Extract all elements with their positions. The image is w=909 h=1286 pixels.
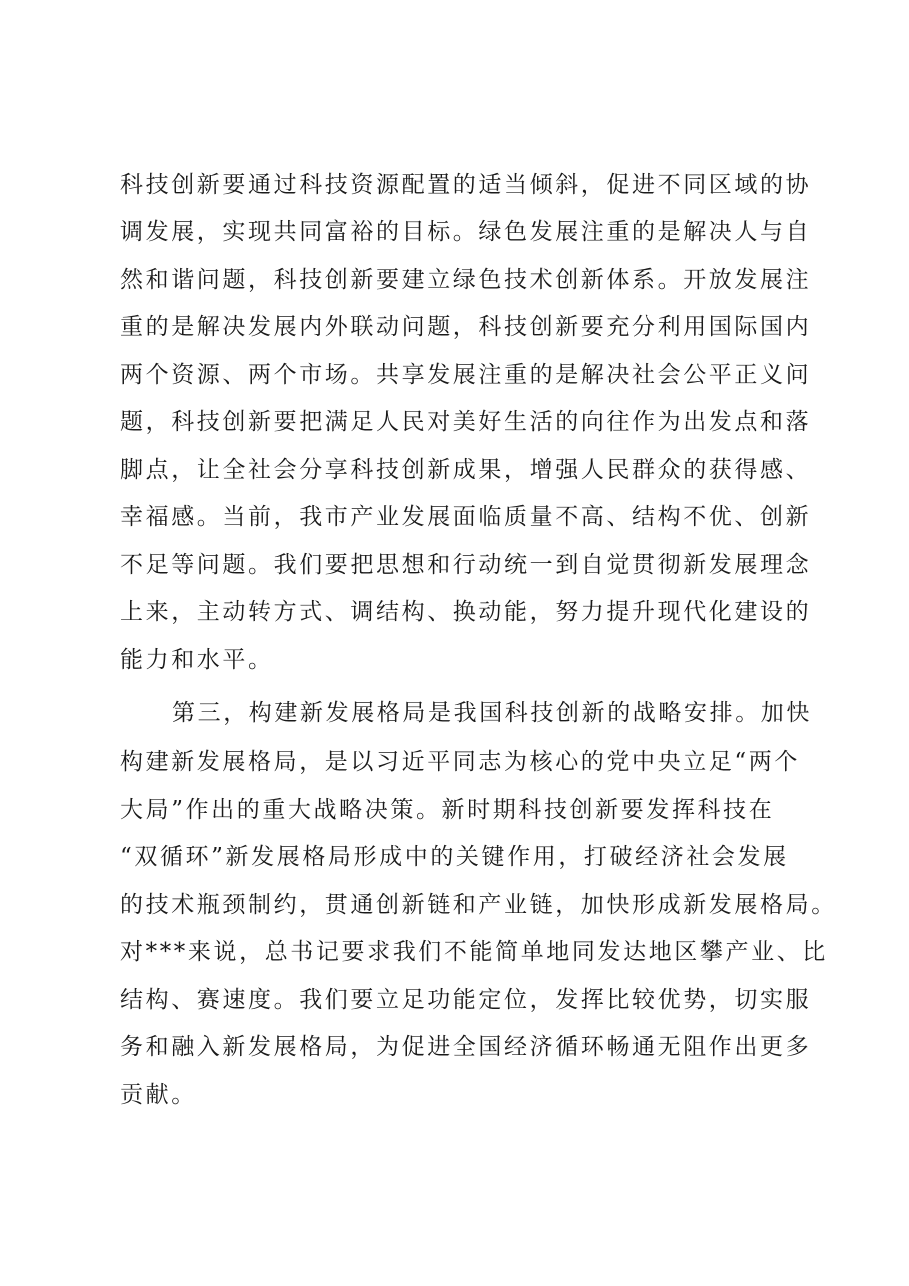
text-line: 第三，构建新发展格局是我国科技创新的战略安排。加快 — [172, 700, 812, 726]
text-line: 贡献。 — [120, 1082, 197, 1108]
text-line: 不足等问题。我们要把思想和行动统一到自觉贯彻新发展理念 — [120, 552, 812, 578]
text-line: 对***来说，总书记要求我们不能简单地同发达地区攀产业、比 — [120, 939, 828, 965]
text-line: 两个资源、两个市场。共享发展注重的是解决社会公平正义问 — [120, 362, 812, 388]
text-line: “双循环”新发展格局形成中的关键作用，打破经济社会发展 — [120, 844, 789, 870]
text-line: 科技创新要通过科技资源配置的适当倾斜，促进不同区域的协 — [120, 172, 812, 198]
text-line: 结构、赛速度。我们要立足功能定位，发挥比较优势，切实服 — [120, 987, 812, 1013]
text-line: 重的是解决发展内外联动问题，科技创新要充分利用国际国内 — [120, 314, 812, 340]
text-line: 务和融入新发展格局，为促进全国经济循环畅通无阻作出更多 — [120, 1034, 812, 1060]
text-line: 然和谐问题，科技创新要建立绿色技术创新体系。开放发展注 — [120, 267, 812, 293]
text-line: 能力和水平。 — [120, 647, 274, 673]
text-line: 调发展，实现共同富裕的目标。绿色发展注重的是解决人与自 — [120, 219, 812, 245]
text-line: 大局”作出的重大战略决策。新时期科技创新要发挥科技在 — [120, 797, 775, 823]
text-line: 的技术瓶颈制约，贯通创新链和产业链，加快形成新发展格局。 — [120, 892, 837, 918]
text-line: 脚点，让全社会分享科技创新成果，增强人民群众的获得感、 — [120, 457, 812, 483]
text-line: 构建新发展格局，是以习近平同志为核心的党中央立足“两个 — [120, 749, 800, 775]
text-line: 上来，主动转方式、调结构、换动能，努力提升现代化建设的 — [120, 599, 812, 625]
text-line: 题，科技创新要把满足人民对美好生活的向往作为出发点和落 — [120, 409, 812, 435]
text-line: 幸福感。当前，我市产业发展面临质量不高、结构不优、创新 — [120, 504, 812, 530]
